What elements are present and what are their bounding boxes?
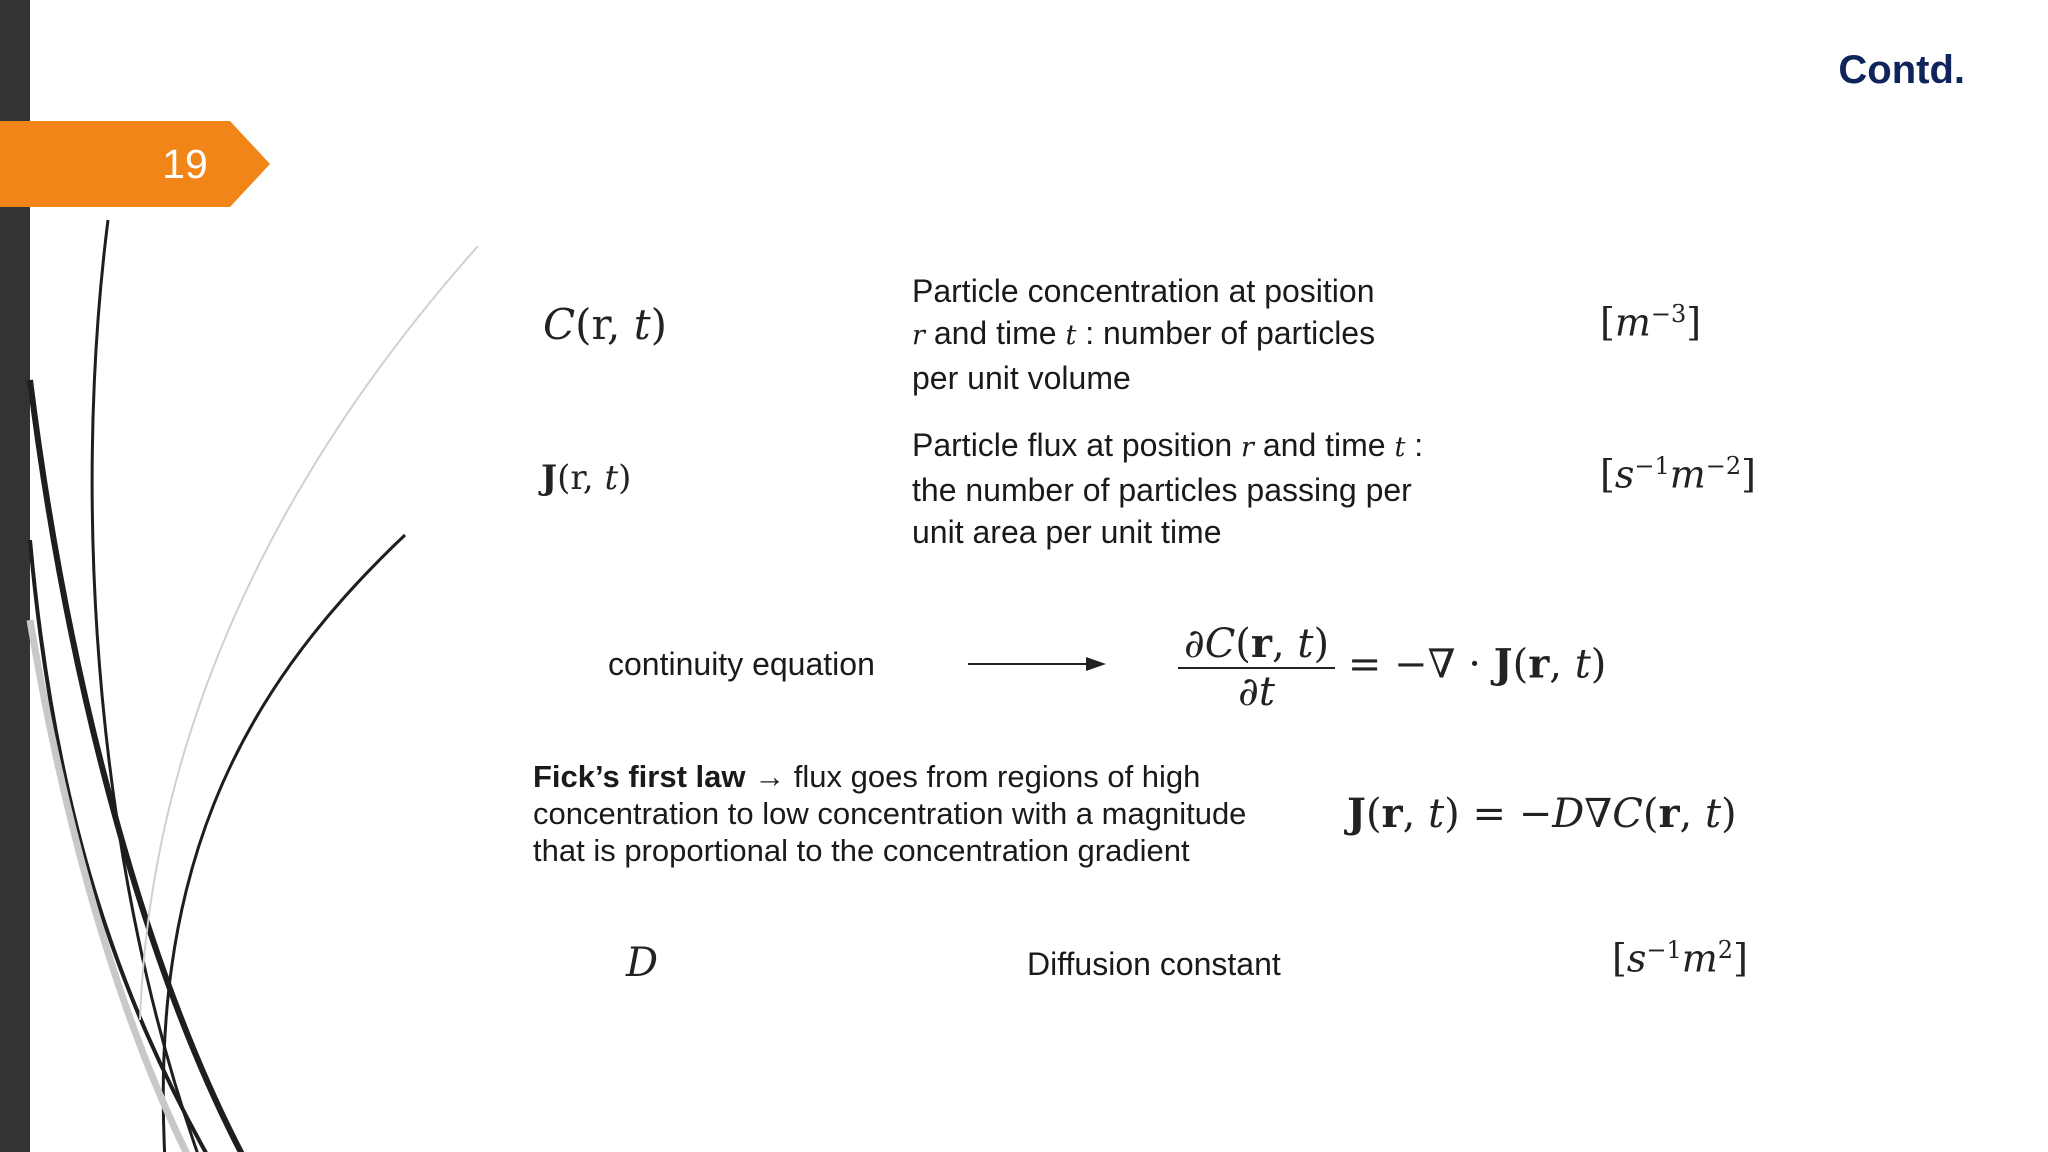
- concentration-description: [912, 270, 1375, 399]
- flux-description: [912, 424, 1423, 553]
- flux-desc-line2: the number of particles passing per: [912, 472, 1412, 508]
- ficks-line1: [533, 758, 1246, 795]
- ficks-line2: concentration to low concentration with a magnitude: [533, 796, 1247, 831]
- concentration-unit: $[m^{-3}]$: [1600, 300, 1702, 345]
- flux-desc-line1: Particle flux at position r and time t :: [912, 427, 1424, 463]
- continuity-label: continuity equation: [608, 646, 875, 682]
- continuity-equation: $\frac{\partial C(r, t)}{\partial t}$ = −∇ · J(r, t): [1178, 620, 1606, 715]
- ficks-law-text: [533, 758, 1246, 869]
- page-number: 19: [162, 141, 208, 187]
- ficks-line3: that is proportional to the concentration gradient: [533, 833, 1190, 868]
- ficks-arrow: →: [754, 759, 786, 794]
- slide-title: Contd.: [1838, 48, 1965, 92]
- concentration-symbol: C(r, t): [543, 300, 667, 349]
- ficks-line1-text: flux goes from regions of high: [793, 759, 1201, 794]
- concentration-desc-line2: r and time t : number of particles: [912, 315, 1376, 351]
- diffusion-unit: $[s^{-1}m^2]$: [1612, 936, 1748, 981]
- flux-symbol: J(r, t): [541, 458, 632, 498]
- concentration-desc-line3: per unit volume: [912, 360, 1131, 396]
- diffusion-symbol: D: [626, 940, 659, 986]
- flux-desc-line3: unit area per unit time: [912, 514, 1222, 550]
- ficks-label: Fick’s first law: [533, 759, 746, 794]
- concentration-desc-line1: Particle concentration at position: [912, 273, 1375, 309]
- ficks-equation: J(r, t) = −D∇C(r, t): [1347, 790, 1737, 837]
- right-arrow-icon: [968, 654, 1108, 674]
- flux-unit: $[s^{-1}m^{-2}]$: [1600, 452, 1756, 497]
- diffusion-description: Diffusion constant: [1027, 946, 1281, 982]
